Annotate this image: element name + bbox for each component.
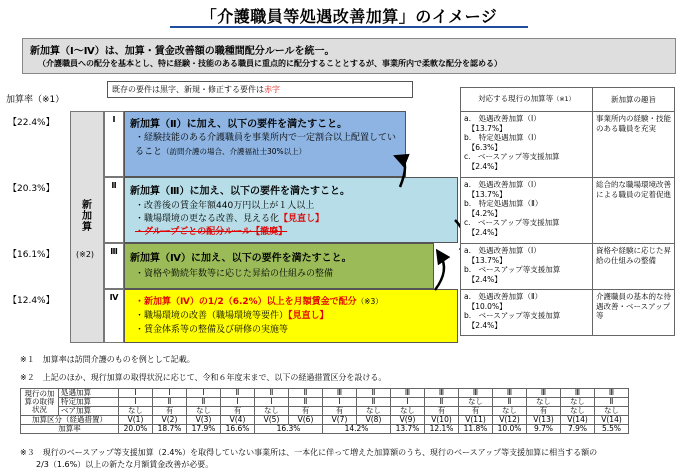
roman-1: Ⅰ	[104, 111, 124, 177]
level-2-item-2-text: 職場環境の更なる改善、見える化	[144, 214, 280, 224]
level-3-item-text: 資格や勤続年数等に応じた昇給の仕組みの整備	[144, 269, 334, 279]
transition-cell: Ⅱ	[357, 398, 391, 407]
transition-cell: Ⅴ(1)	[119, 416, 153, 425]
transition-cell: Ⅴ(13)	[527, 416, 561, 425]
transition-table	[20, 388, 629, 434]
transition-cell: 16.3%	[255, 425, 323, 434]
transition-cell: Ⅴ(10)	[425, 416, 459, 425]
transition-cell: なし	[391, 407, 425, 416]
level-3-head: 新加算（Ⅳ）に加え、以下の要件を満たすこと。	[130, 253, 352, 264]
transition-cell: Ⅰ	[323, 398, 357, 407]
legend-red: 赤字	[264, 85, 280, 94]
table-row	[461, 290, 675, 336]
table-cell-current: a. 処遇改善加算（Ⅱ） 【10.0%】 b. ベースアップ等支援加算 【2.4%】	[461, 290, 593, 336]
level-2-item-1-text: 改善後の賃金年額440万円以上が１人以上	[144, 201, 315, 211]
legend-text: 既存の要件は黒字、新規・修正する要件は	[112, 85, 264, 94]
transition-cell: Ⅰ	[153, 389, 187, 398]
transition-cell: 有	[221, 407, 255, 416]
level-4-item-2-red: 【見直し】	[288, 311, 329, 321]
transition-cell: Ⅲ	[391, 389, 425, 398]
side-label: 新加算	[82, 200, 92, 233]
transition-cell: Ⅴ(4)	[221, 416, 255, 425]
transition-cell: Ⅲ	[561, 389, 595, 398]
level-1-item-text: 経験技能のある介護職員を事業所内で一定割合以上配置していること	[135, 133, 397, 157]
level-1-item-note: （訪問介護の場合、介護福祉士30%以上）	[162, 147, 307, 156]
upgrade-arrows	[300, 140, 460, 340]
arrow-4-to-3	[435, 255, 444, 290]
transition-cell: Ⅱ	[255, 389, 289, 398]
rate-level-1: 【22.4%】	[8, 118, 55, 128]
transition-cell: 有	[323, 407, 357, 416]
transition-cell: Ⅲ	[323, 389, 357, 398]
row-label: 加算率	[21, 425, 119, 434]
transition-cell: なし	[255, 407, 289, 416]
legend-box	[107, 81, 413, 98]
transition-cell: なし	[119, 407, 153, 416]
title-underline	[170, 26, 528, 28]
transition-cell: 9.7%	[527, 425, 561, 434]
transition-cell: 16.6%	[221, 425, 255, 434]
transition-cell: Ⅴ(14)	[561, 416, 595, 425]
level-2-head: 新加算（Ⅲ）に加え、以下の要件を満たすこと。	[130, 186, 351, 197]
level-4-item-2-text: 職場環境の改善（職場環境等要件）	[144, 311, 289, 321]
transition-cell: Ⅱ	[187, 398, 221, 407]
transition-cell: Ⅴ(14)	[595, 416, 629, 425]
transition-cell: 20.0%	[119, 425, 153, 434]
level-4-item-2: ・職場環境の改善（職場環境等要件）【見直し】	[135, 311, 329, 321]
level-2-item-1: ・改善後の賃金年額440万円以上が１人以上	[135, 201, 315, 211]
row-label: 特定加算	[59, 398, 119, 407]
row-label: 加算区分（経過措置）	[21, 416, 119, 425]
transition-cell: Ⅰ	[391, 398, 425, 407]
transition-cell: なし	[527, 398, 561, 407]
transition-cell: Ⅴ(11)	[459, 416, 493, 425]
table-row	[461, 178, 675, 244]
transition-cell: Ⅴ(2)	[153, 416, 187, 425]
transition-cell: なし	[561, 407, 595, 416]
transition-cell: なし	[561, 398, 595, 407]
table-cell-aim: 資格や経験に応じた昇給の仕組みの整備	[593, 244, 675, 290]
roman-3: Ⅲ	[104, 243, 124, 289]
table-row	[461, 244, 675, 290]
level-1-head: 新加算（Ⅱ）に加え、以下の要件を満たすこと。	[130, 119, 348, 130]
level-4-item-3-text: 賃金体系等の整備及び研修の実施等	[144, 325, 289, 335]
level-3-item: ・資格や勤続年数等に応じた昇給の仕組みの整備	[135, 269, 334, 279]
rate-level-3: 【16.1%】	[8, 250, 55, 260]
transition-cell: 17.9%	[187, 425, 221, 434]
transition-cell: なし	[493, 407, 527, 416]
transition-cell: Ⅱ	[357, 389, 391, 398]
transition-cell: 有	[289, 407, 323, 416]
transition-cell: Ⅴ(7)	[323, 416, 357, 425]
level-2-item-3: ・グループごとの配分ルール【撤廃】	[135, 227, 288, 237]
transition-cell: Ⅴ(9)	[391, 416, 425, 425]
transition-cell: Ⅰ	[119, 389, 153, 398]
table-row	[461, 112, 675, 178]
transition-cell: Ⅲ	[595, 389, 629, 398]
transition-cell: Ⅲ	[459, 389, 493, 398]
transition-cell: Ⅴ(6)	[289, 416, 323, 425]
table-cell-current: a. 処遇改善加算（Ⅰ） 【13.7%】 b. 特定処遇加算（Ⅰ） 【6.3%】 c. ベースアップ等支援加算 【2.4%】	[461, 112, 593, 178]
level-4-item-1-text: 新加算（Ⅳ）の1/2（6.2%）以上を月額賃金で配分	[144, 297, 357, 307]
transition-cell: Ⅴ(12)	[493, 416, 527, 425]
transition-cell: Ⅱ	[221, 389, 255, 398]
transition-cell: Ⅰ	[255, 398, 289, 407]
transition-cell: Ⅱ	[289, 398, 323, 407]
rate-level-2: 【20.3%】	[8, 184, 55, 194]
mapping-table	[460, 87, 675, 336]
transition-cell: Ⅱ	[289, 389, 323, 398]
footnote-3b: 2/3（1.6%）以上の新たな月額賃金改善が必要。	[36, 460, 214, 469]
transition-cell: Ⅴ(5)	[255, 416, 289, 425]
transition-cell: 14.2%	[323, 425, 391, 434]
level-4-item-3: ・賃金体系等の整備及び研修の実施等	[135, 325, 289, 335]
transition-cell: Ⅱ	[153, 398, 187, 407]
table-cell-aim: 事業所内の経験・技能のある職員を充実	[593, 112, 675, 178]
transition-cell: Ⅱ	[425, 398, 459, 407]
transition-cell: 有	[153, 407, 187, 416]
roman-2: Ⅱ	[104, 177, 124, 243]
transition-cell: 7.9%	[561, 425, 595, 434]
transition-cell: 5.5%	[595, 425, 629, 434]
table-head-current: 対応する現行の加算等（※1）	[461, 88, 593, 112]
transition-cell: Ⅰ	[119, 398, 153, 407]
transition-cell: Ⅲ	[493, 389, 527, 398]
arrow-2-to-1	[400, 158, 405, 187]
roman-4: Ⅳ	[104, 289, 124, 343]
level-1-item: ・経験技能のある介護職員を事業所内で一定割合以上配置していること（訪問介護の場合、介護福祉士30%以上）	[135, 133, 397, 157]
level-2-item-2: ・職場環境の更なる改善、見える化【見直し】	[135, 214, 325, 224]
table-cell-current: a. 処遇改善加算（Ⅰ） 【13.7%】 b. ベースアップ等支援加算 【2.4%】	[461, 244, 593, 290]
transition-cell: Ⅲ	[425, 389, 459, 398]
transition-cell: Ⅴ(8)	[357, 416, 391, 425]
table-cell-aim: 介護職員の基本的な待遇改善・ベースアップ等	[593, 290, 675, 336]
transition-cell: Ⅱ	[493, 398, 527, 407]
summary-line-2: （介護職員への配分を基本とし、特に経験・技能のある職員に重点的に配分することとするが、事業所内で柔軟な配分を認める）	[38, 59, 502, 68]
transition-cell: Ⅴ(3)	[187, 416, 221, 425]
rate-label: 加算率（※1）	[6, 95, 65, 105]
footnote-2: ※２ 上記のほか、現行加算の取得状況に応じて、令和６年度末まで、以下の経過措置区分を設ける。	[20, 373, 387, 382]
table-cell-aim: 総合的な職場環境改善による職員の定着促進	[593, 178, 675, 244]
transition-label: 現行の加算の取得状況	[21, 389, 59, 416]
table-cell-current: a. 処遇改善加算（Ⅰ） 【13.7%】 b. 特定処遇加算（Ⅱ） 【4.2%】 c. ベースアップ等支援加算 【2.4%】	[461, 178, 593, 244]
side-note: (※2)	[76, 250, 95, 259]
transition-cell: なし	[595, 407, 629, 416]
transition-cell: 13.7%	[391, 425, 425, 434]
transition-cell: なし	[187, 407, 221, 416]
transition-cell: Ⅱ	[595, 398, 629, 407]
level-4-item-1-note: （※3）	[356, 297, 383, 306]
row-label: ベア加算	[59, 407, 119, 416]
transition-cell: Ⅲ	[527, 389, 561, 398]
footnote-1: ※１ 加算率は訪問介護のものを例として記載。	[20, 355, 195, 364]
transition-cell: 10.0%	[493, 425, 527, 434]
level-2-item-2-red: 【見直し】	[279, 214, 325, 224]
transition-cell: Ⅰ	[187, 389, 221, 398]
transition-cell: Ⅰ	[221, 398, 255, 407]
footnote-3a: ※３ 現行のベースアップ等支援加算（2.4%）を取得していない事業所は、一本化に伴って増えた加算額のうち、現行のベースアップ等支援加算に相当する額の	[20, 448, 598, 457]
transition-cell: 11.8%	[459, 425, 493, 434]
level-4-item-1: ・新加算（Ⅳ）の1/2（6.2%）以上を月額賃金で配分（※3）	[135, 297, 383, 307]
row-label: 処遇加算	[59, 389, 119, 398]
transition-cell: 18.7%	[153, 425, 187, 434]
table-head-aim: 新加算の趣旨	[593, 88, 675, 112]
transition-cell: 有	[459, 407, 493, 416]
rate-level-4: 【12.4%】	[8, 296, 55, 306]
transition-cell: 有	[527, 407, 561, 416]
summary-line-1: 新加算（Ⅰ～Ⅳ）は、加算・賃金改善額の職種間配分ルールを統一。	[30, 46, 335, 57]
page-title: 「介護職員等処遇改善加算」のイメージ	[200, 7, 498, 26]
transition-cell: なし	[357, 407, 391, 416]
transition-cell: 12.1%	[425, 425, 459, 434]
transition-cell: 有	[425, 407, 459, 416]
transition-cell: なし	[459, 398, 493, 407]
level-2-item-3-text: グループごとの配分ルール【撤廃】	[144, 227, 288, 237]
